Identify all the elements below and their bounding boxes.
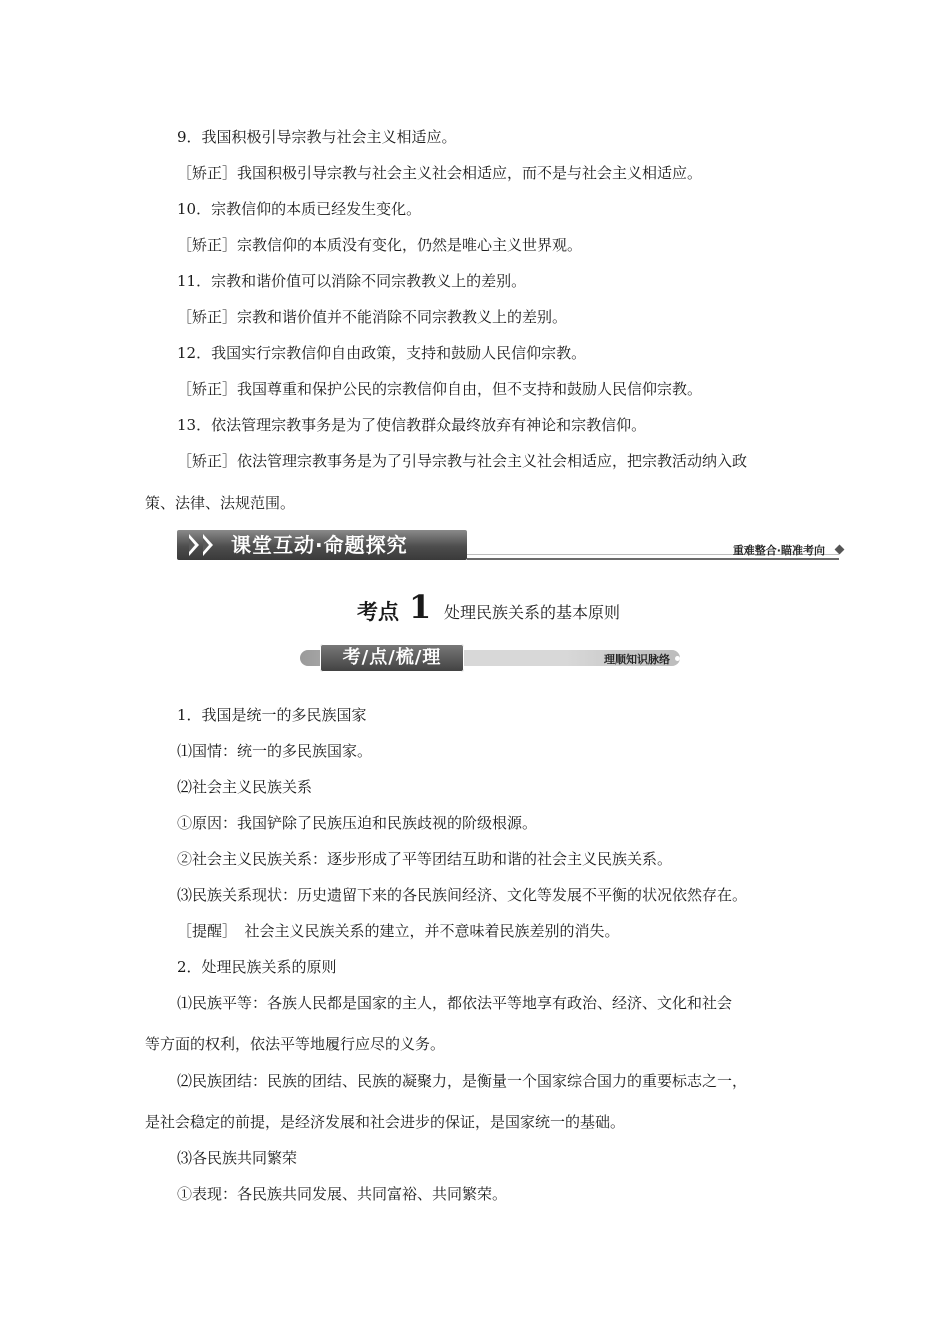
point-1-3: ⑶民族关系现状：历史遗留下来的各民族间经济、文化等发展不平衡的状况依然存在。 — [177, 886, 748, 904]
sub-banner — [300, 644, 684, 672]
reminder-note: ［提醒］ 社会主义民族关系的建立，并不意味着民族差别的消失。 — [177, 922, 620, 940]
point-1-2: ⑵社会主义民族关系 — [177, 778, 313, 796]
correction-item-13: ［矫正］依法管理宗教事务是为了引导宗教与社会主义社会相适应，把宗教活动纳入政 — [177, 452, 748, 470]
point-2-2-cont: 是社会稳定的前提，是经济发展和社会进步的保证，是国家统一的基础。 — [145, 1113, 626, 1131]
chevron-inner-shape — [203, 538, 209, 552]
kaodian-label: 考点 — [357, 600, 399, 624]
correction-item-10: ［矫正］宗教信仰的本质没有变化，仍然是唯心主义世界观。 — [177, 236, 583, 254]
question-item-10: 10．宗教信仰的本质已经发生变化。 — [177, 200, 422, 218]
question-item-9: 9．我国积极引导宗教与社会主义相适应。 — [177, 128, 457, 146]
point-1-2-a: ①原因：我国铲除了民族压迫和民族歧视的阶级根源。 — [177, 814, 538, 832]
correction-item-13-cont: 策、法律、法规范围。 — [145, 494, 296, 512]
sub-banner-title: 考/点/梳/理 — [342, 647, 442, 668]
point-2-1: ⑴民族平等：各族人民都是国家的主人，都依法平等地享有政治、经济、文化和社会 — [177, 994, 733, 1012]
diamond-icon — [835, 545, 845, 555]
kaodian-title: 处理民族关系的基本原则 — [444, 603, 621, 622]
point-2-1-cont: 等方面的权利，依法平等地履行应尽的义务。 — [145, 1035, 446, 1053]
heading-2: 2．处理民族关系的原则 — [177, 958, 337, 976]
point-2-3-a: ①表现：各民族共同发展、共同富裕、共同繁荣。 — [177, 1185, 508, 1203]
section-banner — [177, 530, 847, 564]
question-item-12: 12．我国实行宗教信仰自由政策，支持和鼓励人民信仰宗教。 — [177, 344, 587, 362]
sub-banner-subtitle: 理顺知识脉络 — [604, 653, 670, 666]
point-1-1: ⑴国情：统一的多民族国家。 — [177, 742, 373, 760]
kaodian-number: 1 — [409, 588, 432, 626]
point-1-2-b: ②社会主义民族关系：逐步形成了平等团结互助和谐的社会主义民族关系。 — [177, 850, 673, 868]
question-item-13: 13．依法管理宗教事务是为了使信教群众最终放弃有神论和宗教信仰。 — [177, 416, 647, 434]
banner-subtitle: 重难整合·瞄准考向 — [732, 544, 825, 557]
banner-divider — [467, 558, 839, 560]
correction-item-11: ［矫正］宗教和谐价值并不能消除不同宗教教义上的差别。 — [177, 308, 568, 326]
banner-title: 课堂互动·命题探究 — [231, 533, 408, 557]
correction-item-9: ［矫正］我国积极引导宗教与社会主义社会相适应，而不是与社会主义相适应。 — [177, 164, 703, 182]
dot-icon — [675, 656, 680, 661]
correction-item-12: ［矫正］我国尊重和保护公民的宗教信仰自由，但不支持和鼓励人民信仰宗教。 — [177, 380, 703, 398]
point-2-2: ⑵民族团结：民族的团结、民族的凝聚力，是衡量一个国家综合国力的重要标志之一， — [177, 1072, 748, 1090]
point-2-3: ⑶各民族共同繁荣 — [177, 1149, 298, 1167]
heading-1: 1．我国是统一的多民族国家 — [177, 706, 367, 724]
question-item-11: 11．宗教和谐价值可以消除不同宗教教义上的差别。 — [177, 272, 527, 290]
chevron-inner-shape — [189, 538, 195, 552]
